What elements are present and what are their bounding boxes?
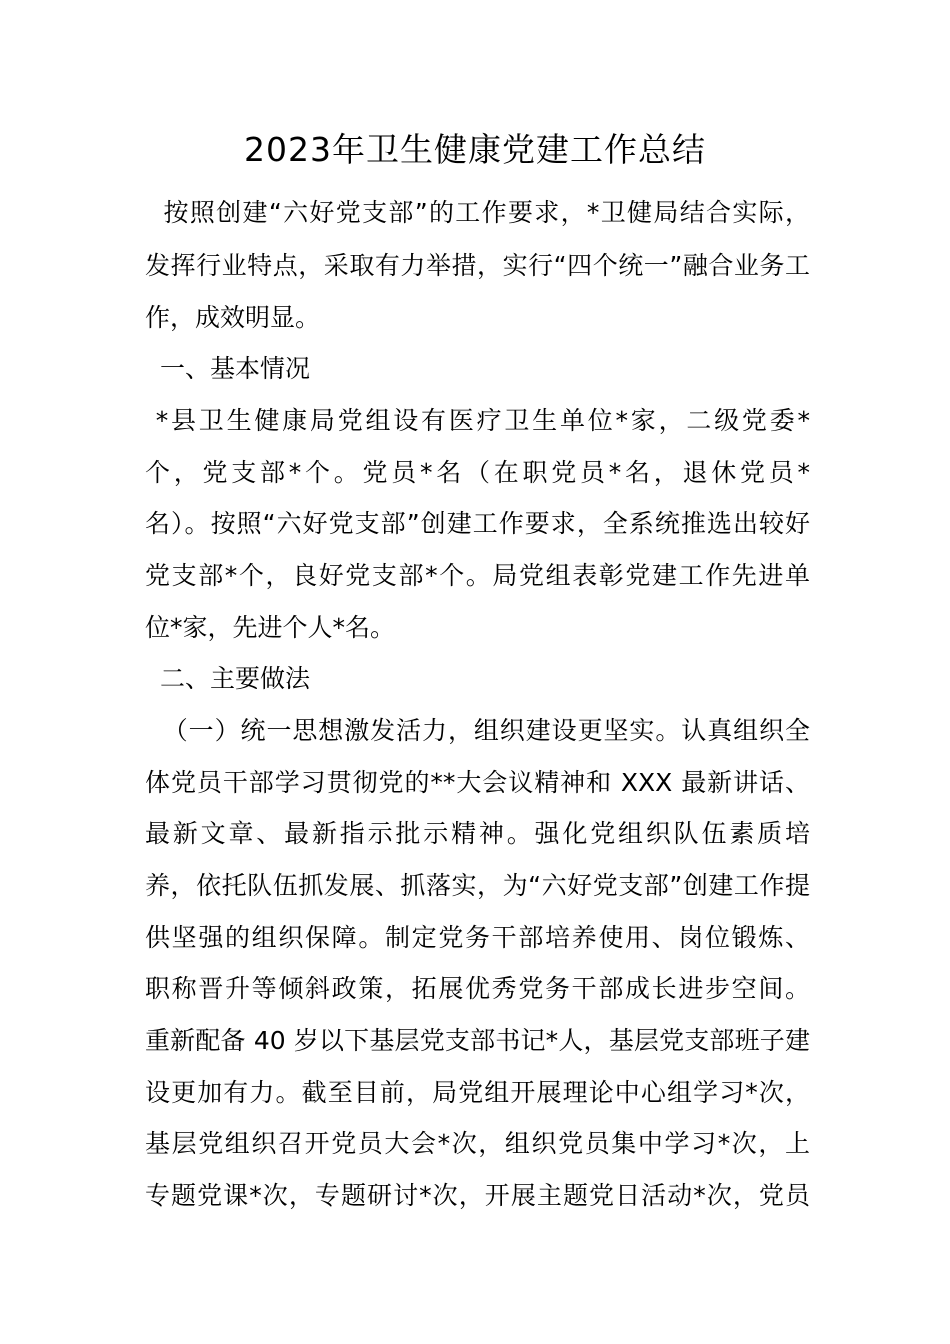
document-title: 2023年卫生健康党建工作总结 bbox=[244, 130, 706, 169]
paragraph-line: 体党员干部学习贯彻党的**大会议精神和 XXX 最新讲话、 bbox=[145, 768, 810, 797]
intro-line: 按照创建“六好党支部”的工作要求，*卫健局结合实际， bbox=[145, 198, 810, 227]
paragraph-line: 专题党课*次，专题研讨*次，开展主题党日活动*次，党员 bbox=[145, 1181, 810, 1210]
section-heading-methods: 二、主要做法 bbox=[160, 664, 311, 693]
paragraph-line: 最新文章、最新指示批示精神。强化党组织队伍素质培 bbox=[145, 819, 810, 848]
paragraph-line: 位*家，先进个人*名。 bbox=[145, 613, 396, 642]
paragraph-line: 职称晋升等倾斜政策，拓展优秀党务干部成长进步空间。 bbox=[145, 974, 810, 1003]
paragraph-line: 供坚强的组织保障。制定党务干部培养使用、岗位锻炼、 bbox=[145, 923, 810, 952]
intro-line: 发挥行业特点，采取有力举措，实行“四个统一”融合业务工 bbox=[145, 251, 810, 280]
paragraph-line: 设更加有力。截至目前，局党组开展理论中心组学习*次， bbox=[145, 1078, 810, 1107]
paragraph-line: 养，依托队伍抓发展、抓落实，为“六好党支部”创建工作提 bbox=[145, 871, 810, 900]
paragraph-line: 重新配备 40 岁以下基层党支部书记*人，基层党支部班子建 bbox=[145, 1026, 810, 1055]
paragraph-line: 个，党支部*个。党员*名（在职党员*名，退休党员* bbox=[145, 458, 810, 487]
paragraph-line: 基层党组织召开党员大会*次，组织党员集中学习*次，上 bbox=[145, 1129, 810, 1158]
paragraph-line: （一）统一思想激发活力，组织建设更坚实。认真组织全 bbox=[145, 716, 810, 745]
section-heading-basic: 一、基本情况 bbox=[160, 354, 311, 383]
paragraph-line: 党支部*个，良好党支部*个。局党组表彰党建工作先进单 bbox=[145, 561, 810, 590]
paragraph-line: *县卫生健康局党组设有医疗卫生单位*家，二级党委* bbox=[145, 406, 810, 435]
intro-line: 作，成效明显。 bbox=[145, 303, 321, 332]
paragraph-line: 名）。按照“六好党支部”创建工作要求，全系统推选出较好 bbox=[145, 509, 810, 538]
